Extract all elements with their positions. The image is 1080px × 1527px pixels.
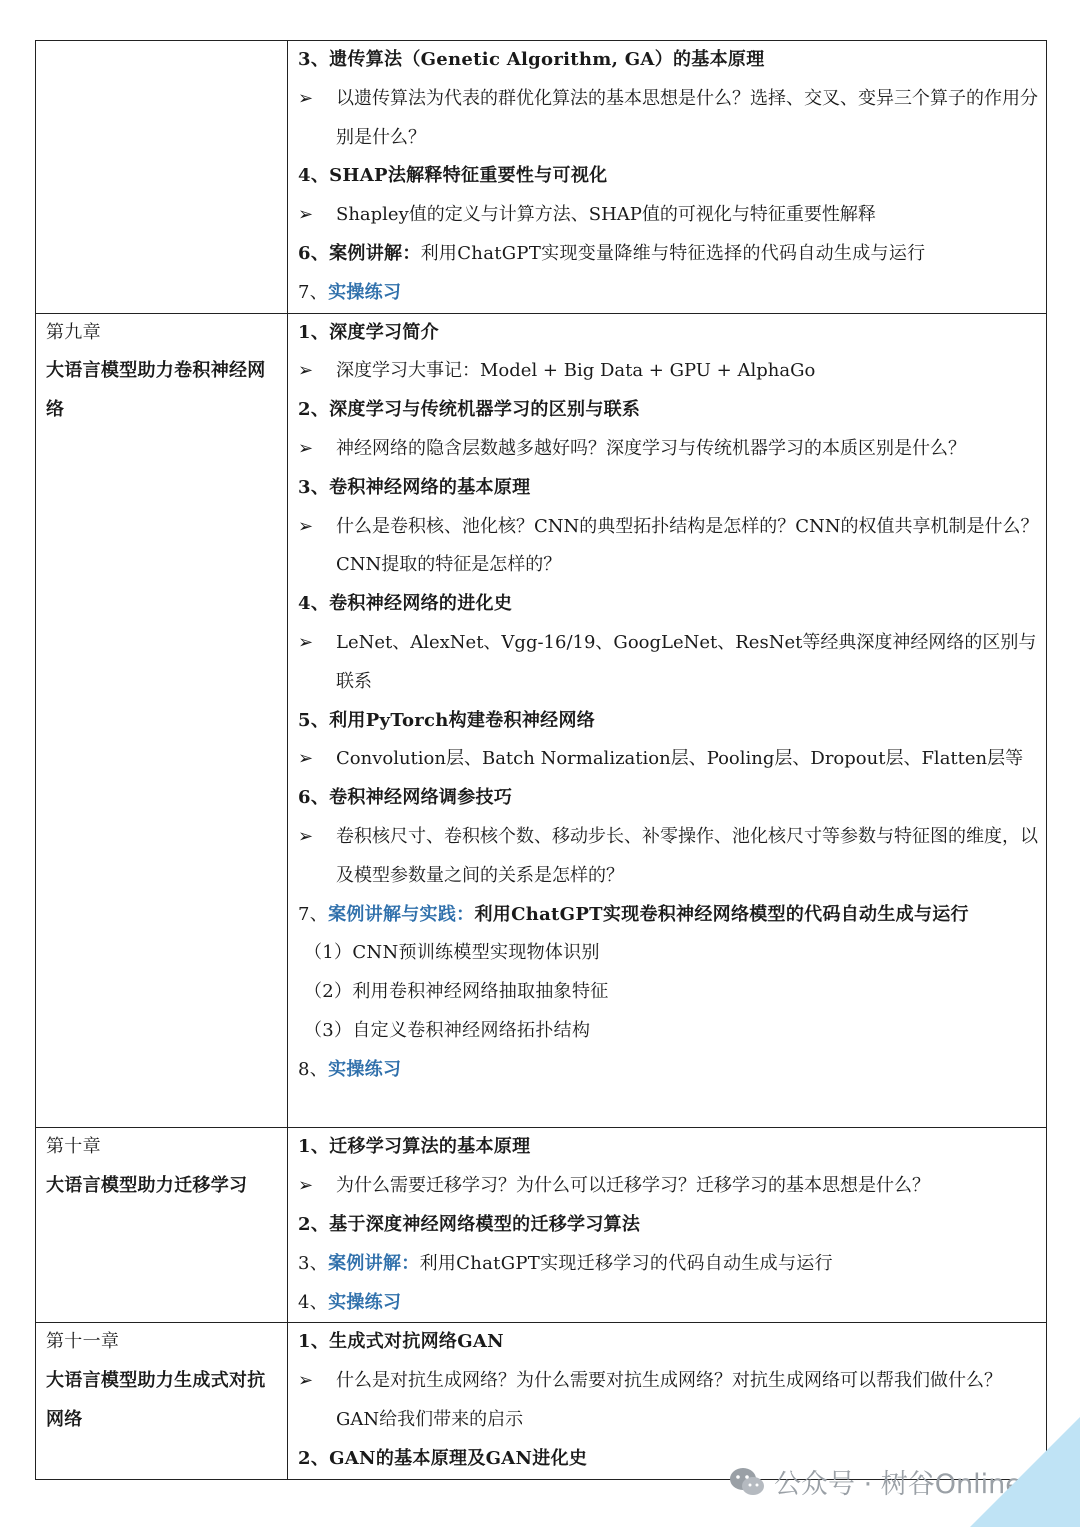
bullet-item [298,1167,1046,1206]
bullet-text: Shapley值的定义与计算方法、SHAP值的可视化与特征重要性解释 [336,204,876,226]
section-line [298,235,1046,274]
bullet-text: 什么是对抗生成网络？为什么需要对抗生成网络？对抗生成网络可以帮我们做什么？GAN给我们带来的启示 [336,1370,1002,1430]
section-heading [298,391,1046,430]
bullet-item [298,80,1046,158]
text-fragment: 4、SHAP法解释特征重要性与可视化 [298,165,608,187]
text-fragment: 1、深度学习简介 [298,321,439,343]
chapter-cell [36,1128,288,1323]
section-line [298,896,1046,935]
section-line [298,274,1046,313]
section-heading [298,1323,1046,1362]
bullet-item [298,430,1046,469]
accent-label: 案例讲解： [328,1252,420,1274]
text-fragment: 1、迁移学习算法的基本原理 [298,1136,531,1158]
chapter-title: 大语言模型助力生成式对抗网络 [46,1370,266,1430]
chapter-cell [36,41,288,314]
section-heading [298,41,1046,80]
corner-decoration [970,1417,1080,1527]
section-line [298,1284,1046,1323]
chapter-title: 大语言模型助力迁移学习 [46,1175,248,1197]
accent-label: 案例讲解与实践： [328,903,475,925]
table-row [36,41,1047,314]
chapter-cell [36,1323,288,1479]
arrow-bullet-icon: ➢ [298,631,314,653]
bullet-text: 以遗传算法为代表的群优化算法的基本思想是什么？选择、交叉、变异三个算子的作用分别是什么？ [336,87,1038,148]
content-cell [288,1128,1047,1323]
wechat-icon [728,1466,766,1498]
table-body [36,41,1047,1480]
bullet-text: 什么是卷积核、池化核？CNN的典型拓扑结构是怎样的？CNN的权值共享机制是什么？CNN提取的特征是怎样的？ [336,515,1039,576]
chapter-number: 第九章 [46,321,101,343]
bullet-text: 神经网络的隐含层数越多越好吗？深度学习与传统机器学习的本质区别是什么？ [336,437,966,459]
arrow-bullet-icon: ➢ [298,204,314,226]
text-fragment: 3、遗传算法（Genetic Algorithm, GA）的基本原理 [298,49,765,70]
bullet-item [298,352,1046,391]
table-row [36,1323,1047,1479]
bullet-text: 卷积核尺寸、卷积核个数、移动步长、补零操作、池化核尺寸等参数与特征图的维度，以及模型参数量之间的关系是怎样的？ [336,825,1038,886]
content-cell [288,313,1047,1128]
text-fragment: 3、卷积神经网络的基本原理 [298,476,531,498]
table-row [36,313,1047,1128]
chapter-number: 第十一章 [46,1331,120,1353]
text-fragment: 利用ChatGPT实现变量降维与特征选择的代码自动生成与运行 [420,242,926,264]
arrow-bullet-icon: ➢ [298,825,314,847]
chapter-number: 第十章 [46,1136,101,1158]
chapter-title: 大语言模型助力卷积神经网络 [46,360,266,421]
arrow-bullet-icon: ➢ [298,437,314,459]
content-cell [288,1323,1047,1479]
section-heading [298,1206,1046,1245]
table-row [36,1128,1047,1323]
text-fragment: 4、 [298,1291,329,1313]
section-heading [298,779,1046,818]
chapter-cell [36,313,288,1128]
text-fragment: 4、卷积神经网络的进化史 [298,593,513,615]
section-heading [298,157,1046,196]
bullet-item [298,740,1046,779]
sub-item: （1）CNN预训练模型实现物体识别 [304,942,600,964]
section-line [298,1245,1046,1284]
course-outline-table [35,40,1047,1480]
sub-item: （3）自定义卷积神经网络拓扑结构 [304,1019,591,1041]
bullet-text: 为什么需要迁移学习？为什么可以迁移学习？迁移学习的基本思想是什么？ [336,1175,930,1197]
bullet-item [298,196,1046,235]
section-line [298,1051,1046,1090]
accent-label: 实操练习 [328,281,402,303]
text-fragment: 5、利用PyTorch构建卷积神经网络 [298,709,596,731]
text-fragment: 2、GAN的基本原理及GAN进化史 [298,1447,588,1469]
watermark-text: 公众号 · 树谷Online [774,1469,1022,1500]
bullet-text: Convolution层、Batch Normalization层、Pooling层、Dropout层、Flatten层等 [336,748,1024,770]
text-fragment: 7、 [298,903,329,925]
sub-item: （2）利用卷积神经网络抽取抽象特征 [304,981,609,1003]
text-fragment: 2、基于深度神经网络模型的迁移学习算法 [298,1213,641,1235]
text-fragment: 1、生成式对抗网络GAN [298,1331,504,1353]
text-fragment: 案例讲解： [329,242,421,264]
arrow-bullet-icon: ➢ [298,1370,314,1392]
bullet-item [298,624,1046,702]
text-fragment: 2、深度学习与传统机器学习的区别与联系 [298,399,641,421]
text-fragment: 8、 [298,1058,329,1080]
arrow-bullet-icon: ➢ [298,515,314,537]
section-heading [298,1128,1046,1167]
bullet-text: LeNet、AlexNet、Vgg-16/19、GoogLeNet、ResNet等经典深度神经网络的区别与联系 [336,631,1037,692]
bullet-item [298,818,1046,896]
section-heading [298,702,1046,741]
bullet-item [298,1362,1046,1440]
text-fragment: 6、 [298,242,330,264]
content-cell [288,41,1047,314]
accent-label: 实操练习 [328,1058,402,1080]
bullet-text: 深度学习大事记：Model + Big Data + GPU + AlphaGo [336,360,816,382]
bullet-item [298,508,1046,586]
arrow-bullet-icon: ➢ [298,1175,314,1197]
text-fragment: 利用ChatGPT实现卷积神经网络模型的代码自动生成与运行 [474,903,969,925]
arrow-bullet-icon: ➢ [298,360,314,382]
text-fragment: 7、 [298,281,329,303]
text-fragment: 6、卷积神经网络调参技巧 [298,787,513,809]
text-fragment: 利用ChatGPT实现迁移学习的代码自动生成与运行 [419,1252,833,1274]
arrow-bullet-icon: ➢ [298,87,314,109]
section-heading [298,314,1046,353]
accent-label: 实操练习 [328,1291,402,1313]
text-fragment: 3、 [298,1252,329,1274]
section-heading [298,469,1046,508]
section-heading [298,585,1046,624]
arrow-bullet-icon: ➢ [298,748,314,770]
